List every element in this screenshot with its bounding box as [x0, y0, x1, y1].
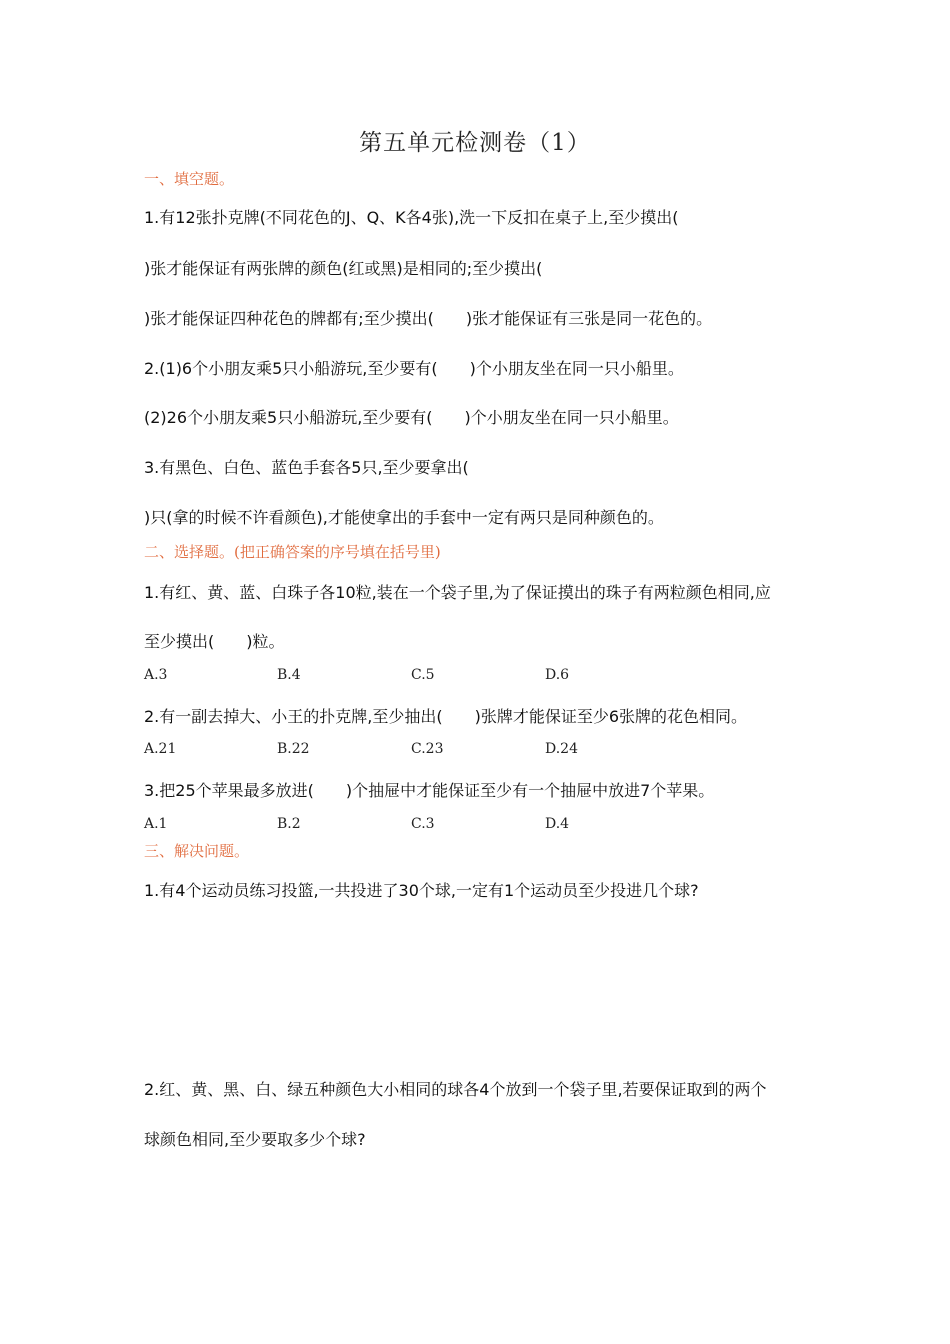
- option-d: D.24: [545, 741, 578, 757]
- solve-q2-line1: 2.红、黄、黑、白、绿五种颜色大小相同的球各4个放到一个袋子里,若要保证取到的两个: [144, 1080, 767, 1099]
- option-d: D.6: [545, 667, 570, 683]
- option-c: C.5: [411, 667, 435, 683]
- section-solve-problems: 三、解决问题。: [144, 842, 250, 860]
- fill-q3-line2: )只(拿的时候不许看颜色),才能使拿出的手套中一定有两只是同种颜色的。: [144, 508, 664, 527]
- choice-q3-line1: 3.把25个苹果最多放进( )个抽屉中才能保证至少有一个抽屉中放进7个苹果。: [144, 781, 715, 800]
- option-c: C.3: [411, 816, 435, 832]
- fill-q2-line1: 2.(1)6个小朋友乘5只小船游玩,至少要有( )个小朋友坐在同一只小船里。: [144, 359, 684, 378]
- fill-q1-line2: )张才能保证有两张牌的颜色(红或黑)是相同的;至少摸出(: [144, 259, 543, 278]
- page-title: 第五单元检测卷（1）: [359, 130, 591, 156]
- solve-q1-line1: 1.有4个运动员练习投篮,一共投进了30个球,一定有1个运动员至少投进几个球?: [144, 881, 699, 900]
- fill-q1-line3: )张才能保证四种花色的牌都有;至少摸出( )张才能保证有三张是同一花色的。: [144, 309, 713, 328]
- option-a: A.1: [144, 816, 168, 832]
- option-c: C.23: [411, 741, 444, 757]
- option-b: B.2: [277, 816, 301, 832]
- choice-q1-line2: 至少摸出( )粒。: [144, 632, 285, 651]
- fill-q2-line2: (2)26个小朋友乘5只小船游玩,至少要有( )个小朋友坐在同一只小船里。: [144, 408, 679, 427]
- fill-q3-line1: 3.有黑色、白色、蓝色手套各5只,至少要拿出(: [144, 458, 469, 477]
- fill-q1-line1: 1.有12张扑克牌(不同花色的J、Q、K各4张),洗一下反扣在桌子上,至少摸出(: [144, 208, 679, 227]
- option-b: B.22: [277, 741, 310, 757]
- choice-q1-line1: 1.有红、黄、蓝、白珠子各10粒,装在一个袋子里,为了保证摸出的珠子有两粒颜色相同,应: [144, 583, 771, 602]
- choice-q2-line1: 2.有一副去掉大、小王的扑克牌,至少抽出( )张牌才能保证至少6张牌的花色相同。: [144, 707, 748, 726]
- option-a: A.3: [144, 667, 168, 683]
- section-multiple-choice: 二、选择题。(把正确答案的序号填在括号里): [144, 543, 441, 561]
- option-b: B.4: [277, 667, 301, 683]
- solve-q2-line2: 球颜色相同,至少要取多少个球?: [144, 1130, 366, 1149]
- option-d: D.4: [545, 816, 570, 832]
- option-a: A.21: [144, 741, 177, 757]
- section-fill-in-blank: 一、填空题。: [144, 170, 235, 188]
